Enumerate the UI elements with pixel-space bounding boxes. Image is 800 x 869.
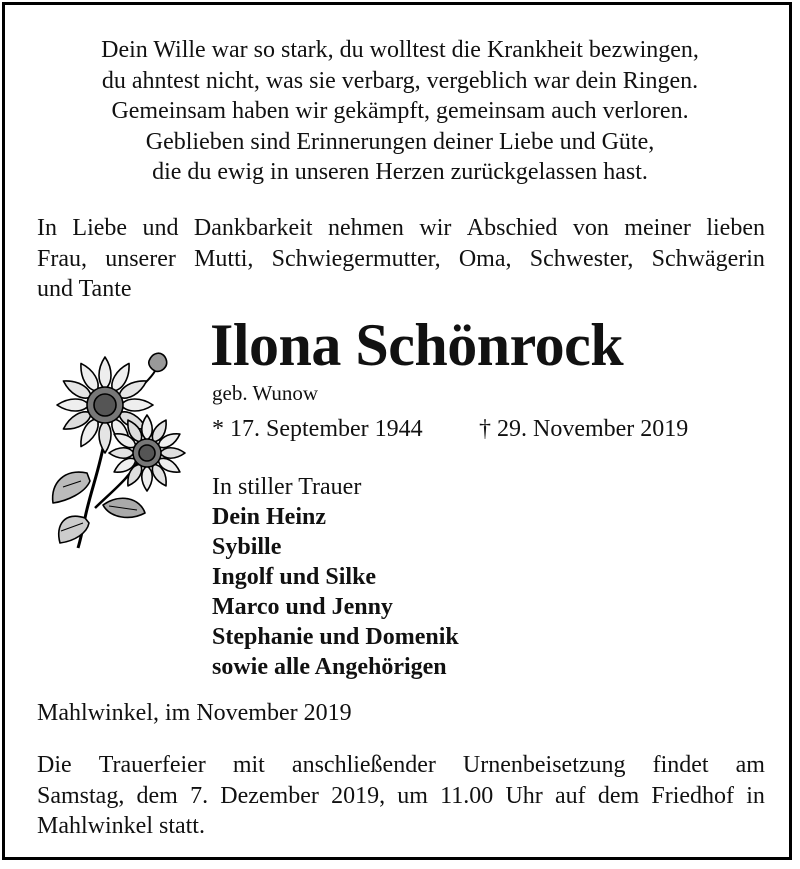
word: am xyxy=(735,752,765,778)
mourner-name: Marco und Jenny xyxy=(212,594,393,620)
word: dem xyxy=(597,782,640,809)
word: lieben xyxy=(706,215,765,241)
word: Dankbarkeit xyxy=(193,215,313,241)
word: Samstag, xyxy=(37,782,125,809)
funeral-line-3: Mahlwinkel statt. xyxy=(37,813,205,839)
word: Dezember xyxy=(220,782,319,809)
word: anschließender xyxy=(291,752,436,778)
word: auf xyxy=(555,782,586,809)
death-date: † 29. November 2019 xyxy=(479,416,689,442)
word: Liebe xyxy=(72,215,128,241)
intro-line-3: und Tante xyxy=(37,276,132,302)
intro-text xyxy=(37,213,765,305)
mourner-name: Sybille xyxy=(212,534,282,560)
word: wir xyxy=(419,215,452,241)
word: Frau, xyxy=(37,245,87,272)
poem-line: Dein Wille war so stark, du wolltest die Krankheit bezwingen, xyxy=(101,37,699,63)
word: Uhr xyxy=(505,782,543,809)
mourner-name: Ingolf und Silke xyxy=(212,564,377,590)
word: Trauerfeier xyxy=(98,752,206,778)
mourner-name: Stephanie und Domenik xyxy=(212,624,459,650)
word: Die xyxy=(37,752,72,778)
word: meiner xyxy=(624,215,691,241)
intro-line-2 xyxy=(37,244,765,275)
obituary-frame xyxy=(2,2,792,860)
word: 11.00 xyxy=(440,782,494,809)
word: nehmen xyxy=(327,215,404,241)
word: unserer xyxy=(105,245,176,272)
poem-line: die du ewig in unseren Herzen zurückgelassen hast. xyxy=(152,159,648,185)
place-date: Mahlwinkel, im November 2019 xyxy=(37,700,352,726)
word: Schwägerin xyxy=(651,245,765,272)
word: 7. xyxy=(190,782,209,809)
poem-line: Geblieben sind Erinnerungen deiner Liebe und Güte, xyxy=(145,128,655,155)
word: findet xyxy=(652,752,709,778)
poem-line: du ahntest nicht, was sie verbarg, vergeblich war dein Ringen. xyxy=(101,67,699,94)
funeral-notice xyxy=(37,750,765,842)
word: Oma, xyxy=(458,245,512,272)
funeral-line-1 xyxy=(37,750,765,781)
word: um xyxy=(397,782,428,809)
sunflower-icon xyxy=(45,343,195,558)
word: Friedhof xyxy=(651,782,735,809)
mourners-list xyxy=(212,502,459,682)
birth-date: * 17. September 1944 xyxy=(212,416,423,442)
word: Mutti, xyxy=(194,245,254,272)
poem xyxy=(5,35,795,188)
intro-line-1 xyxy=(37,213,765,244)
word: Abschied xyxy=(466,215,558,241)
mourner-name: Dein Heinz xyxy=(212,504,326,530)
word: und xyxy=(142,215,179,241)
poem-line: Gemeinsam haben wir gekämpft, gemeinsam auch verloren. xyxy=(111,98,689,124)
word: mit xyxy=(232,752,265,778)
word: dem xyxy=(136,782,178,809)
word: von xyxy=(572,215,609,241)
word: In xyxy=(37,215,57,241)
word: Schwiegermutter, xyxy=(271,245,441,272)
word: Schwester, xyxy=(529,245,634,272)
maiden-name: geb. Wunow xyxy=(212,381,319,405)
mourner-name: sowie alle Angehörigen xyxy=(212,654,447,680)
word: 2019, xyxy=(331,782,386,809)
deceased-name: Ilona Schönrock xyxy=(210,312,624,378)
mourners-heading: In stiller Trauer xyxy=(212,474,362,500)
word: in xyxy=(746,782,765,809)
word: Urnenbeisetzung xyxy=(462,752,626,778)
funeral-line-2 xyxy=(37,781,765,812)
